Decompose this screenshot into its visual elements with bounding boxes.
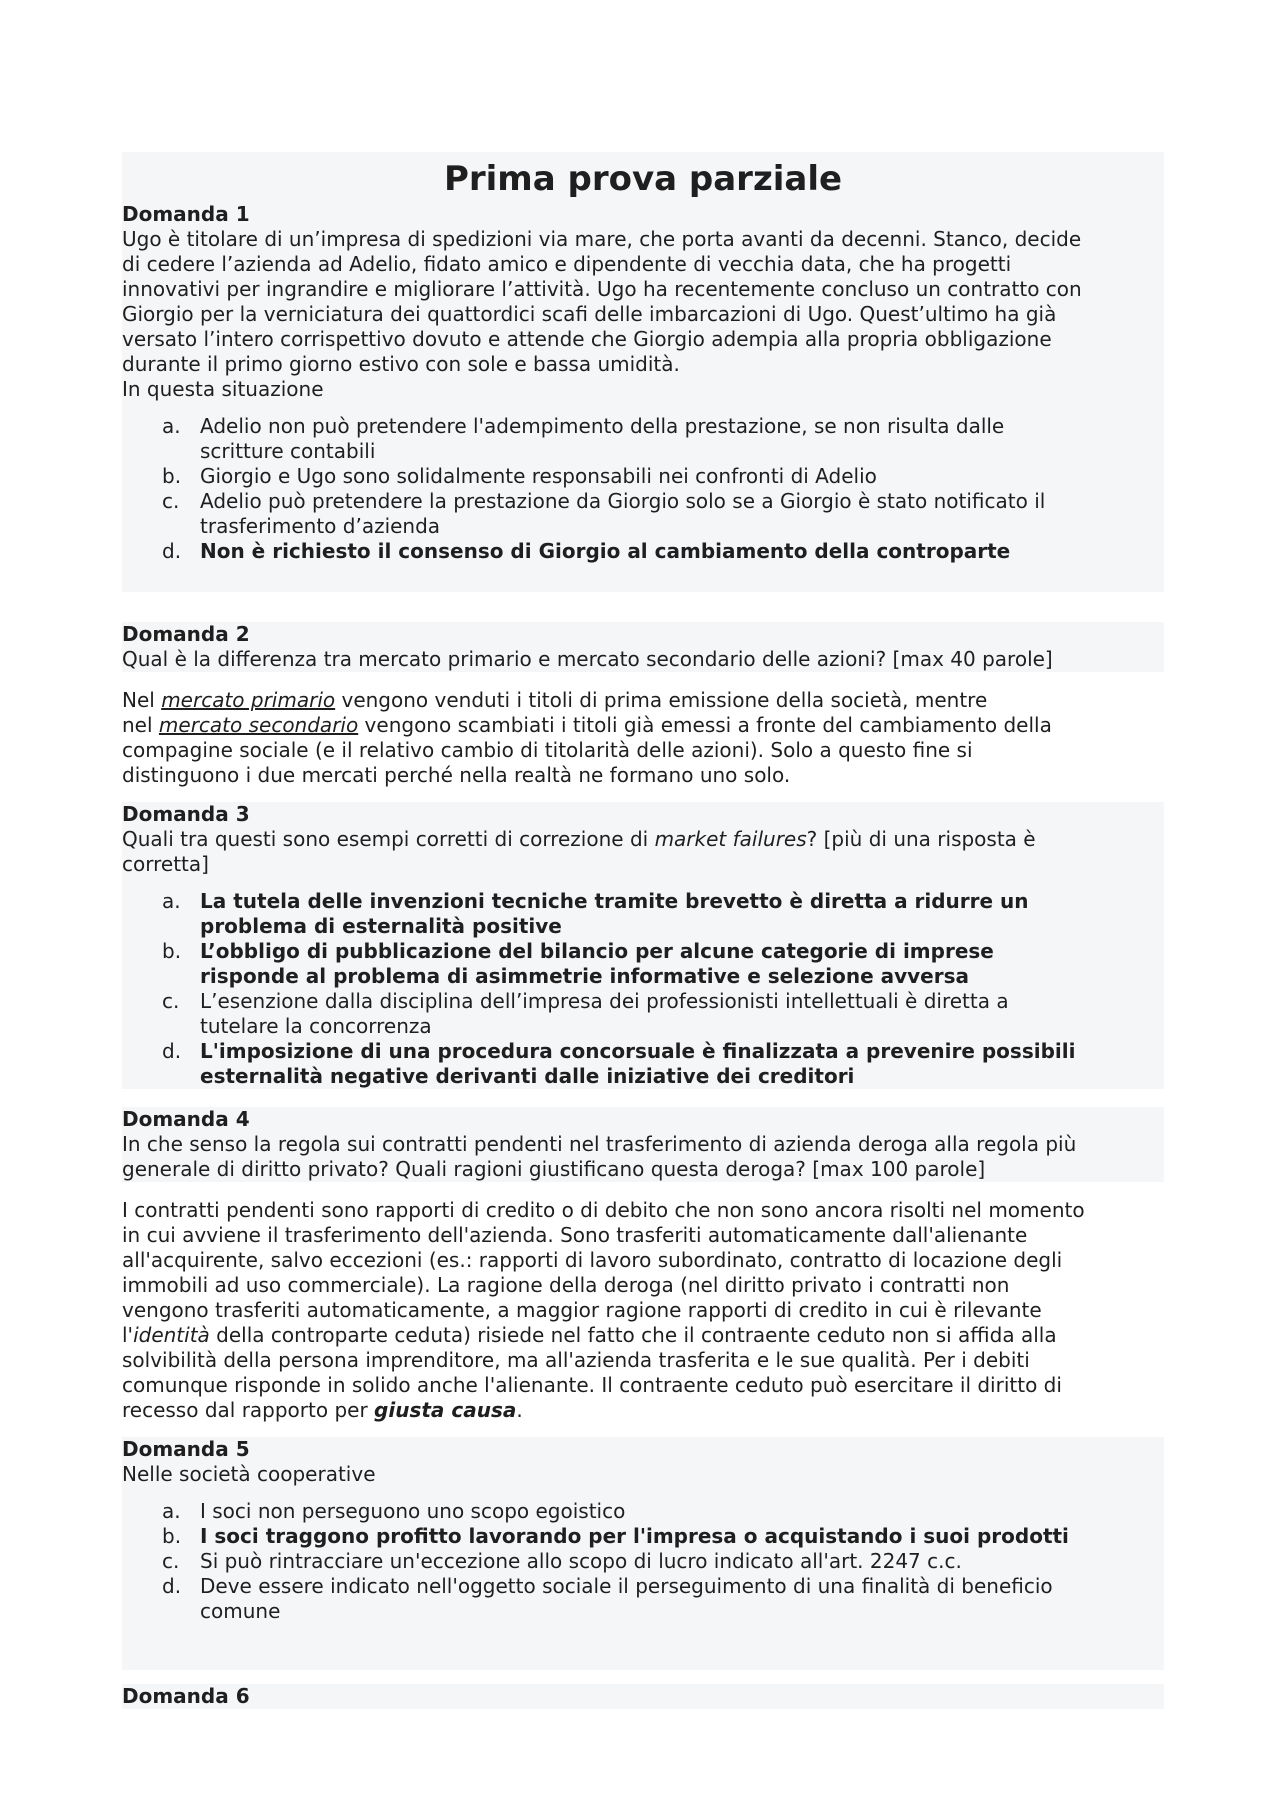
document-page — [122, 152, 1164, 1709]
option-line: scritture contabili — [200, 439, 376, 463]
question-1-block — [122, 152, 1164, 592]
answer-line — [122, 1323, 1164, 1348]
option-letter: b. — [162, 1524, 182, 1548]
answer-text: nel — [122, 713, 159, 737]
answer-text: della controparte ceduta) risiede nel fatto che il contraente ceduto non si affida alla — [209, 1323, 1057, 1347]
question-1-line: In questa situazione — [122, 377, 324, 401]
question-4-line: generale di diritto privato? Quali ragioni giustificano questa deroga? [max 100 parole] — [122, 1157, 986, 1181]
answer-line: immobili ad uso commerciale). La ragione della deroga (nel diritto privato i contratti non — [122, 1273, 1010, 1297]
option-c — [122, 489, 1164, 539]
question-1-line: Ugo è titolare di un’impresa di spedizioni via mare, che porta avanti da decenni. Stanco, decide — [122, 227, 1082, 251]
option-line: Adelio può pretendere la prestazione da Giorgio solo se a Giorgio è stato notificato il — [200, 489, 1046, 513]
answer-line: solvibilità della persona imprenditore, ma all'azienda trasferita e le sue qualità. Per i debiti — [122, 1348, 1030, 1372]
option-line: I soci non perseguono uno scopo egoistico — [200, 1499, 626, 1523]
question-4-line: In che senso la regola sui contratti pendenti nel trasferimento di azienda deroga alla regola più — [122, 1132, 1077, 1156]
option-letter: c. — [162, 989, 180, 1013]
option-c — [122, 1549, 1164, 1574]
option-letter: b. — [162, 939, 182, 963]
answer-text: vengono venduti i titoli di prima emissione della società, mentre — [335, 688, 988, 712]
option-line: Adelio non può pretendere l'adempimento della prestazione, se non risulta dalle — [200, 414, 1005, 438]
question-2-text: Qual è la differenza tra mercato primario e mercato secondario delle azioni? [max 40 parole] — [122, 647, 1053, 671]
option-line: Deve essere indicato nell'oggetto sociale il perseguimento di una finalità di beneficio — [200, 1574, 1053, 1598]
question-1-line: di cedere l’azienda ad Adelio, fidato amico e dipendente di vecchia data, che ha progetti — [122, 252, 1012, 276]
question-6-block — [122, 1684, 1164, 1709]
option-d-correct — [122, 1039, 1164, 1089]
answer-line: vengono trasferiti automaticamente, a maggior ragione rapporti di credito in cui è rilevante — [122, 1298, 1042, 1322]
answer-line: comunque risponde in solido anche l'alienante. Il contraente ceduto può esercitare il diritto di — [122, 1373, 1062, 1397]
question-4-answer — [122, 1198, 1164, 1423]
option-letter: c. — [162, 489, 180, 513]
option-line: trasferimento d’azienda — [200, 514, 441, 538]
question-5-text: Nelle società cooperative — [122, 1462, 376, 1486]
answer-text: l' — [122, 1323, 134, 1347]
answer-line — [122, 713, 1164, 738]
question-1-line: versato l’intero corrispettivo dovuto e attende che Giorgio adempia alla propria obbligazione — [122, 327, 1052, 351]
option-line: I soci traggono profitto lavorando per l'impresa o acquistando i suoi prodotti — [200, 1524, 1069, 1548]
option-line: risponde al problema di asimmetrie informative e selezione avversa — [200, 964, 970, 988]
option-line: esternalità negative derivanti dalle iniziative dei creditori — [200, 1064, 855, 1088]
option-letter: a. — [162, 889, 181, 913]
option-b-correct — [122, 939, 1164, 989]
question-4-text — [122, 1132, 1164, 1182]
page-title: Prima prova parziale — [443, 159, 843, 199]
option-line: Non è richiesto il consenso di Giorgio al cambiamento della controparte — [200, 539, 1011, 563]
option-a — [122, 1499, 1164, 1524]
option-b-correct — [122, 1524, 1164, 1549]
question-3-text — [122, 827, 1164, 877]
answer-line: all'acquirente, salvo eccezioni (es.: rapporti di lavoro subordinato, contratto di locazione degli — [122, 1248, 1063, 1272]
answer-term: mercato primario — [161, 688, 336, 712]
option-letter: a. — [162, 414, 181, 438]
option-line: Giorgio e Ugo sono solidalmente responsabili nei confronti di Adelio — [200, 464, 877, 488]
answer-line — [122, 1398, 1164, 1423]
option-line: problema di esternalità positive — [200, 914, 562, 938]
question-3-options — [122, 889, 1164, 1089]
answer-text: Nel — [122, 688, 162, 712]
question-1-text — [122, 227, 1164, 402]
question-5-block — [122, 1437, 1164, 1670]
answer-line: I contratti pendenti sono rapporti di credito o di debito che non sono ancora risolti nel momento — [122, 1198, 1085, 1222]
question-1-line: durante il primo giorno estivo con sole e bassa umidità. — [122, 352, 680, 376]
question-term: market failures — [654, 827, 807, 851]
question-text: ? [più di una risposta è — [806, 827, 1036, 851]
question-1-line: innovativi per ingrandire e migliorare l’attività. Ugo ha recentemente concluso un contratto con — [122, 277, 1082, 301]
answer-line: distinguono i due mercati perché nella realtà ne formano uno solo. — [122, 763, 791, 787]
option-letter: b. — [162, 464, 182, 488]
option-letter: d. — [162, 1039, 182, 1063]
question-2-heading: Domanda 2 — [122, 622, 250, 646]
option-a-correct — [122, 889, 1164, 939]
option-line: L’obbligo di pubblicazione del bilancio per alcune categorie di imprese — [200, 939, 994, 963]
answer-text: vengono scambiati i titoli già emessi a fronte del cambiamento della — [358, 713, 1052, 737]
question-text: Quali tra questi sono esempi corretti di correzione di — [122, 827, 655, 851]
answer-text: recesso dal rapporto per — [122, 1398, 375, 1422]
answer-term: identità — [133, 1323, 210, 1347]
option-line: La tutela delle invenzioni tecniche tramite brevetto è diretta a ridurre un — [200, 889, 1029, 913]
answer-term: mercato secondario — [158, 713, 359, 737]
answer-line — [122, 688, 1164, 713]
question-1-options — [122, 414, 1164, 564]
option-line: comune — [200, 1599, 281, 1623]
option-c — [122, 989, 1164, 1039]
question-5-options — [122, 1499, 1164, 1624]
option-line: Si può rintracciare un'eccezione allo scopo di lucro indicato all'art. 2247 c.c. — [200, 1549, 962, 1573]
option-letter: d. — [162, 1574, 182, 1598]
question-2-block — [122, 622, 1164, 672]
question-1-heading: Domanda 1 — [122, 202, 250, 226]
answer-text: . — [516, 1398, 523, 1422]
answer-line: in cui avviene il trasferimento dell'azienda. Sono trasferiti automaticamente dall'alienante — [122, 1223, 1028, 1247]
option-d-correct — [122, 539, 1164, 564]
option-letter: d. — [162, 539, 182, 563]
question-4-heading: Domanda 4 — [122, 1107, 250, 1131]
answer-line: compagine sociale (e il relativo cambio di titolarità delle azioni). Solo a questo fine si — [122, 738, 973, 762]
question-3-line — [122, 827, 1164, 852]
option-b — [122, 464, 1164, 489]
answer-term: giusta causa — [374, 1398, 517, 1422]
option-line: L'imposizione di una procedura concorsuale è finalizzata a prevenire possibili — [200, 1039, 1076, 1063]
question-3-block — [122, 802, 1164, 1089]
option-line: tutelare la concorrenza — [200, 1014, 432, 1038]
question-2-answer — [122, 688, 1164, 788]
question-3-line: corretta] — [122, 852, 209, 876]
question-5-heading: Domanda 5 — [122, 1437, 250, 1461]
option-letter: a. — [162, 1499, 181, 1523]
option-d — [122, 1574, 1164, 1624]
question-6-heading: Domanda 6 — [122, 1684, 250, 1708]
option-a — [122, 414, 1164, 464]
question-4-block — [122, 1107, 1164, 1182]
question-3-heading: Domanda 3 — [122, 802, 250, 826]
option-line: L’esenzione dalla disciplina dell’impresa dei professionisti intellettuali è diretta a — [200, 989, 1009, 1013]
question-1-line: Giorgio per la verniciatura dei quattordici scafi delle imbarcazioni di Ugo. Quest’ultimo ha già — [122, 302, 1057, 326]
option-letter: c. — [162, 1549, 180, 1573]
